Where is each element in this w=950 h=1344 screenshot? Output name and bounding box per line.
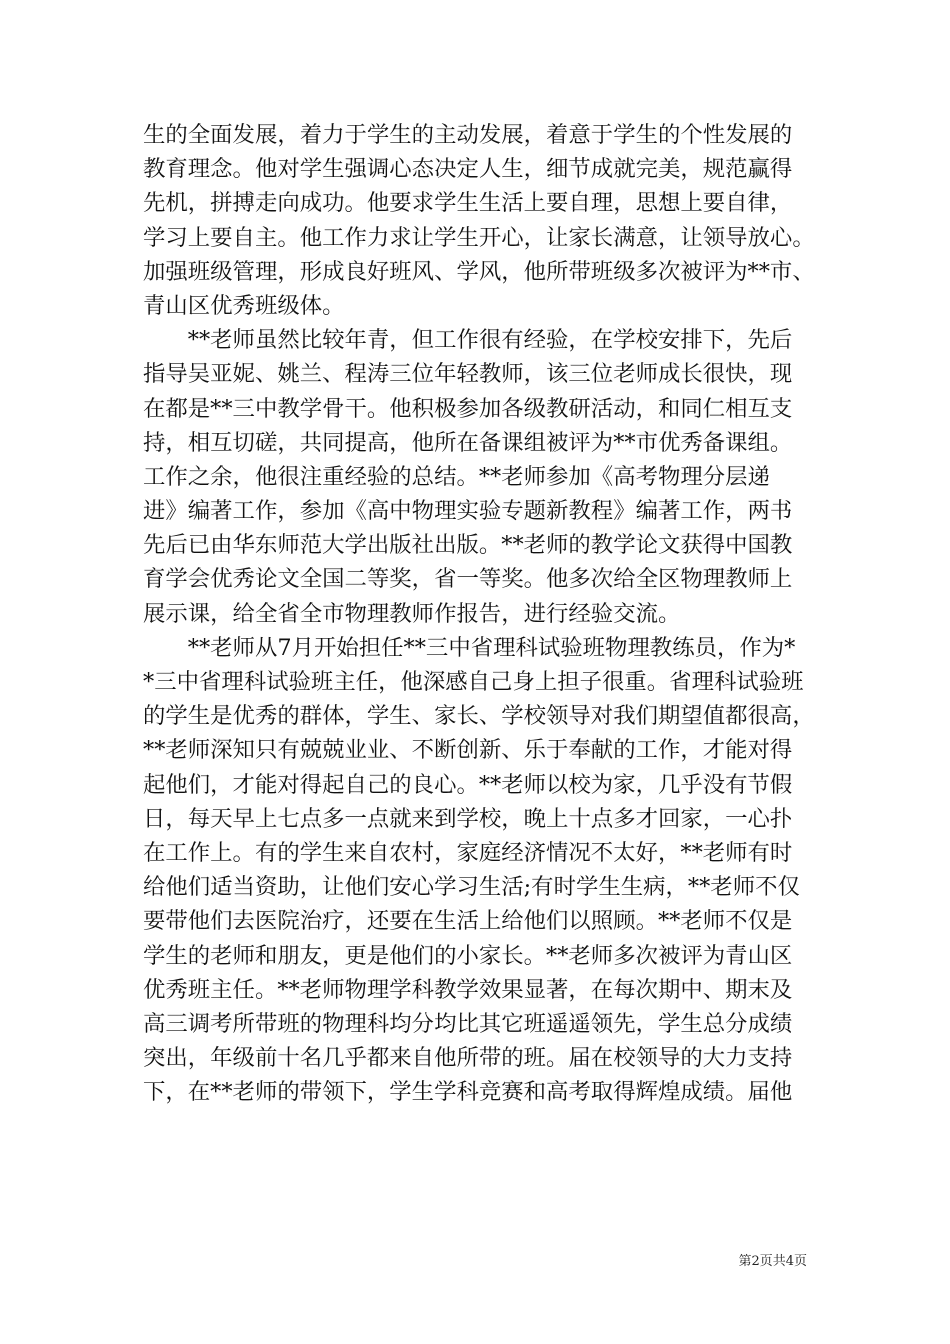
text-line: 青山区优秀班级体。	[143, 292, 345, 319]
text-line: 学生的老师和朋友，更是他们的小家长。**老师多次被评为青山区	[143, 942, 793, 969]
text-line: 起他们，才能对得起自己的良心。**老师以校为家，几乎没有节假	[143, 771, 793, 798]
text-line: 在工作上。有的学生来自农村，家庭经济情况不太好，**老师有时	[143, 839, 793, 866]
text-line: 要带他们去医院治疗，还要在生活上给他们以照顾。**老师不仅是	[143, 908, 793, 935]
text-line: 在都是**三中教学骨干。他积极参加各级教研活动，和同仁相互支	[143, 395, 793, 422]
text-line: 优秀班主任。**老师物理学科教学效果显著，在每次期中、期末及	[143, 976, 793, 1003]
text-line: **老师深知只有兢兢业业、不断创新、乐于奉献的工作，才能对得	[143, 737, 793, 764]
text-line: 学习上要自主。他工作力求让学生开心，让家长满意，让领导放心。	[143, 224, 815, 251]
text-line: 育学会优秀论文全国二等奖，省一等奖。他多次给全区物理教师上	[143, 566, 793, 593]
text-line: 进》编著工作，参加《高中物理实验专题新教程》编著工作，两书	[143, 498, 793, 525]
text-line: 突出，年级前十名几乎都来自他所带的班。届在校领导的大力支持	[143, 1045, 793, 1072]
text-line: 高三调考所带班的物理科均分均比其它班遥遥领先，学生总分成绩	[143, 1010, 793, 1037]
text-line: *三中省理科试验班主任，他深感自己身上担子很重。省理科试验班	[143, 669, 804, 695]
body-text	[143, 118, 823, 1109]
text-line: 先机，拼搏走向成功。他要求学生生活上要自理，思想上要自律，	[143, 190, 793, 217]
text-line: 加强班级管理，形成良好班风、学风，他所带班级多次被评为**市、	[143, 258, 815, 285]
page-number-footer: 第2页共4页	[738, 1254, 807, 1269]
text-line: 教育理念。他对学生强调心态决定人生，细节成就完美，规范赢得	[143, 156, 793, 183]
text-line: 的学生是优秀的群体，学生、家长、学校领导对我们期望值都很高，	[143, 703, 815, 730]
text-line: **老师虽然比较年青，但工作很有经验，在学校安排下，先后	[143, 327, 793, 354]
text-line: 持，相互切磋，共同提高，他所在备课组被评为**市优秀备课组。	[143, 429, 793, 456]
text-line: 日，每天早上七点多一点就来到学校，晚上十点多才回家，一心扑	[143, 805, 793, 832]
text-line: 下，在**老师的带领下，学生学科竞赛和高考取得辉煌成绩。届他	[143, 1079, 793, 1106]
text-line: 给他们适当资助，让他们安心学习生活;有时学生生病，**老师不仅	[143, 874, 800, 901]
text-line: 展示课，给全省全市物理教师作报告，进行经验交流。	[143, 600, 681, 627]
text-line: 先后已由华东师范大学出版社出版。**老师的教学论文获得中国教	[143, 532, 793, 559]
text-line: 指导吴亚妮、姚兰、程涛三位年轻教师，该三位老师成长很快，现	[143, 361, 793, 388]
text-line: 工作之余，他很注重经验的总结。**老师参加《高考物理分层递	[143, 463, 770, 490]
text-line: **老师从7月开始担任**三中省理科试验班物理教练员，作为*	[143, 634, 796, 661]
text-line: 生的全面发展，着力于学生的主动发展，着意于学生的个性发展的	[143, 122, 793, 148]
